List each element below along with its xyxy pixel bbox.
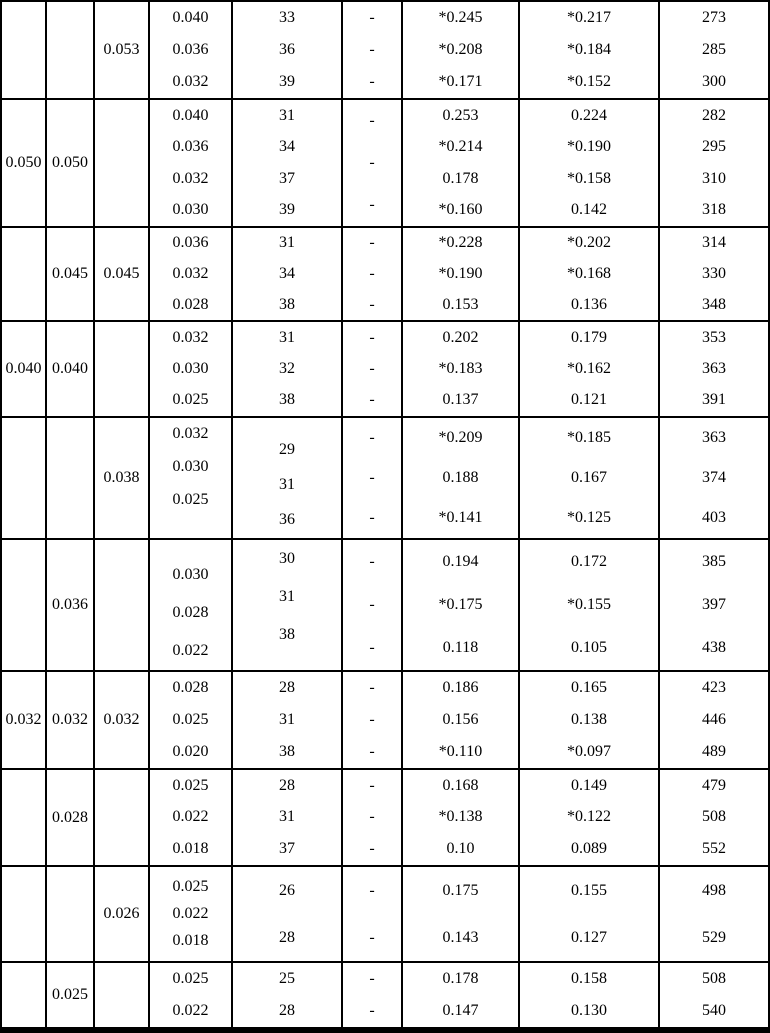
table-cell-c7-block-4 <box>403 418 520 538</box>
table-value: 31 <box>279 328 295 346</box>
table-value: 0.053 <box>103 41 140 58</box>
table-value: 0.032 <box>172 425 209 443</box>
table-cell-c6-block-4 <box>343 418 403 538</box>
table-cell-c3-block-9 <box>95 963 150 1027</box>
table-value: 0.028 <box>52 808 88 826</box>
table-value: 38 <box>279 743 295 760</box>
table-cell-c6-block-7 <box>343 770 403 865</box>
table-value: 0.036 <box>172 138 209 156</box>
table-block-7 <box>2 770 768 867</box>
table-value: 33 <box>279 9 295 26</box>
table-cell-c8-block-1 <box>520 100 660 226</box>
table-value: 0.10 <box>446 840 475 858</box>
table-value: 0.022 <box>172 904 209 922</box>
dash-mark: - <box>369 112 375 129</box>
table-cell-c1-block-7 <box>2 770 47 865</box>
table-cell-c2-block-9 <box>47 963 95 1027</box>
table-value: 0.202 <box>442 328 479 346</box>
table-value: 0.030 <box>172 359 209 377</box>
table-value: 0.143 <box>442 928 479 946</box>
table-value: 363 <box>702 359 726 377</box>
table-cell-c6-block-8 <box>343 867 403 961</box>
dash-mark: - <box>369 711 375 728</box>
table-cell-c5-block-8 <box>233 867 343 961</box>
table-value: 508 <box>702 970 726 987</box>
table-value: 438 <box>702 639 726 657</box>
table-value: 0.032 <box>172 328 209 346</box>
table-cell-c8-block-3 <box>520 322 660 416</box>
table-block-5 <box>2 540 768 672</box>
table-cell-c3-block-2 <box>95 228 150 320</box>
table-cell-c6-block-1 <box>343 100 403 226</box>
table-value: 0.121 <box>571 391 607 409</box>
dash-mark: - <box>369 9 375 26</box>
table-value: 0.028 <box>172 295 209 313</box>
dash-mark: - <box>369 881 375 899</box>
table-cell-c6-block-6 <box>343 672 403 768</box>
table-value: 0.020 <box>172 743 209 760</box>
table-value: 28 <box>279 928 295 946</box>
table-value: 285 <box>702 41 726 58</box>
table-value: *0.162 <box>567 359 611 377</box>
table-cell-c1-block-3 <box>2 322 47 416</box>
table-cell-c8-block-9 <box>520 963 660 1027</box>
dash-mark: - <box>369 73 375 90</box>
table-value: 353 <box>702 328 726 346</box>
table-value: 0.253 <box>442 106 479 124</box>
table-value: 28 <box>279 679 295 696</box>
table-value: 37 <box>279 840 295 858</box>
table-value: 37 <box>279 169 295 187</box>
table-value: 0.038 <box>103 469 140 486</box>
table-cell-c5-block-0 <box>233 2 343 98</box>
table-value: 310 <box>702 169 726 187</box>
table-value: 479 <box>702 776 726 794</box>
table-value: 31 <box>279 808 295 826</box>
table-cell-c5-block-5 <box>233 540 343 670</box>
table-value: 0.178 <box>442 970 479 987</box>
dash-mark: - <box>369 234 375 252</box>
table-block-1 <box>2 100 768 228</box>
table-block-6 <box>2 672 768 770</box>
table-cell-c1-block-5 <box>2 540 47 670</box>
table-cell-c6-block-3 <box>343 322 403 416</box>
table-cell-c7-block-0 <box>403 2 520 98</box>
table-cell-c7-block-2 <box>403 228 520 320</box>
table-value: 489 <box>702 743 726 760</box>
table-cell-c3-block-0 <box>95 2 150 98</box>
table-value: 0.050 <box>5 154 42 171</box>
table-value: 0.022 <box>172 642 209 659</box>
table-value: 0.186 <box>442 679 479 696</box>
table-cell-c1-block-9 <box>2 963 47 1027</box>
table-block-0 <box>2 2 768 100</box>
table-value: 0.036 <box>172 41 209 58</box>
table-cell-c4-block-7 <box>150 770 233 865</box>
table-cell-c6-block-2 <box>343 228 403 320</box>
table-value: 0.136 <box>571 295 607 313</box>
table-cell-c8-block-4 <box>520 418 660 538</box>
table-block-3 <box>2 322 768 418</box>
table-cell-c7-block-8 <box>403 867 520 961</box>
table-cell-c9-block-2 <box>660 228 768 320</box>
dash-mark: - <box>369 509 375 526</box>
dash-mark: - <box>369 469 375 486</box>
dash-mark: - <box>369 359 375 377</box>
table-cell-c2-block-1 <box>47 100 95 226</box>
table-value: 529 <box>702 928 726 946</box>
table-value: 0.050 <box>52 154 88 171</box>
table-value: 0.030 <box>172 201 209 219</box>
table-cell-c9-block-5 <box>660 540 768 670</box>
dash-mark: - <box>369 154 375 171</box>
table-cell-c1-block-4 <box>2 418 47 538</box>
dash-mark: - <box>369 196 375 213</box>
table-cell-c3-block-1 <box>95 100 150 226</box>
table-cell-c2-block-4 <box>47 418 95 538</box>
table-value: 38 <box>279 626 295 643</box>
table-value: 540 <box>702 1002 726 1019</box>
table-value: 39 <box>279 73 295 90</box>
table-value: 0.168 <box>442 776 479 794</box>
table-cell-c2-block-0 <box>47 2 95 98</box>
table-cell-c5-block-2 <box>233 228 343 320</box>
table-value: 0.127 <box>571 928 607 946</box>
dash-mark: - <box>369 776 375 794</box>
table-cell-c2-block-2 <box>47 228 95 320</box>
table-value: 0.030 <box>172 566 209 583</box>
table-value: 0.153 <box>442 295 479 313</box>
dash-mark: - <box>369 679 375 696</box>
table-value: 25 <box>279 970 295 987</box>
table-value: 273 <box>702 9 726 26</box>
table-value: 0.036 <box>52 596 88 613</box>
table-cell-c2-block-8 <box>47 867 95 961</box>
table-cell-c2-block-6 <box>47 672 95 768</box>
table-cell-c8-block-6 <box>520 672 660 768</box>
table-cell-c4-block-5 <box>150 540 233 670</box>
table-value: *0.110 <box>438 743 483 760</box>
table-cell-c9-block-9 <box>660 963 768 1027</box>
table-cell-c3-block-8 <box>95 867 150 961</box>
table-cell-c3-block-4 <box>95 418 150 538</box>
table-cell-c4-block-2 <box>150 228 233 320</box>
table-value: *0.184 <box>567 41 611 58</box>
table-value: 38 <box>279 295 295 313</box>
table-value: 0.172 <box>571 552 607 570</box>
table-value: 385 <box>702 552 726 570</box>
table-cell-c9-block-8 <box>660 867 768 961</box>
dash-mark: - <box>369 41 375 58</box>
table-value: 403 <box>702 509 726 526</box>
table-value: 0.165 <box>571 679 607 696</box>
table-value: 0.022 <box>172 808 209 826</box>
dash-mark: - <box>369 808 375 826</box>
table-value: 31 <box>279 711 295 728</box>
table-value: 31 <box>279 475 295 493</box>
table-value: 31 <box>279 106 295 124</box>
table-cell-c3-block-5 <box>95 540 150 670</box>
table-value: 446 <box>702 711 726 728</box>
table-value: 0.175 <box>442 881 479 899</box>
table-value: *0.141 <box>438 509 483 526</box>
table-cell-c9-block-1 <box>660 100 768 226</box>
table-value: 552 <box>702 840 726 858</box>
table-value: 0.030 <box>172 457 209 475</box>
table-value: 36 <box>279 511 295 529</box>
table-value: 0.118 <box>442 639 479 657</box>
table-cell-c7-block-9 <box>403 963 520 1027</box>
table-value: 0.025 <box>172 711 209 728</box>
table-value: 0.188 <box>442 469 479 486</box>
table-value: 0.032 <box>5 711 42 728</box>
table-cell-c1-block-1 <box>2 100 47 226</box>
table-block-2 <box>2 228 768 322</box>
dash-mark: - <box>369 743 375 760</box>
table-cell-c6-block-5 <box>343 540 403 670</box>
dash-mark: - <box>369 1002 375 1019</box>
table-value: 300 <box>702 73 726 90</box>
table-value: *0.190 <box>438 264 483 282</box>
table-value: 0.040 <box>172 9 209 26</box>
table-value: 0.045 <box>52 265 88 282</box>
table-value: 32 <box>279 359 295 377</box>
table-value: 0.224 <box>571 106 607 124</box>
table-value: 0.022 <box>172 1002 209 1019</box>
table-value: 0.138 <box>571 711 607 728</box>
table-value: 0.025 <box>172 776 209 794</box>
table-value: 282 <box>702 106 726 124</box>
table-cell-c5-block-9 <box>233 963 343 1027</box>
table-value: *0.168 <box>567 264 611 282</box>
table-value: 0.089 <box>571 840 607 858</box>
table-cell-c2-block-5 <box>47 540 95 670</box>
dash-mark: - <box>369 552 375 570</box>
table-cell-c1-block-0 <box>2 2 47 98</box>
table-value: *0.155 <box>567 595 611 613</box>
table-value: 374 <box>702 469 726 486</box>
table-cell-c9-block-0 <box>660 2 768 98</box>
table-cell-c3-block-6 <box>95 672 150 768</box>
table-value: *0.171 <box>438 73 483 90</box>
table-value: 0.032 <box>103 711 140 728</box>
table-value: 0.130 <box>571 1002 607 1019</box>
dash-mark: - <box>369 328 375 346</box>
table-value: 508 <box>702 808 726 826</box>
table-value: 34 <box>279 138 295 156</box>
table-value: 0.149 <box>571 776 607 794</box>
table-cell-c4-block-8 <box>150 867 233 961</box>
table-value: *0.097 <box>567 743 611 760</box>
dash-mark: - <box>369 595 375 613</box>
table-value: *0.208 <box>438 41 483 58</box>
table-cell-c4-block-6 <box>150 672 233 768</box>
table-value: 28 <box>279 1002 295 1019</box>
table-value: 31 <box>279 234 295 252</box>
table-value: 30 <box>279 550 295 567</box>
table-block-9 <box>2 963 768 1027</box>
table-value: 330 <box>702 264 726 282</box>
table-cell-c7-block-5 <box>403 540 520 670</box>
table-value: 314 <box>702 234 726 252</box>
table-value: *0.209 <box>438 429 483 446</box>
table-cell-c9-block-7 <box>660 770 768 865</box>
table-value: 391 <box>702 391 726 409</box>
table-cell-c7-block-6 <box>403 672 520 768</box>
table-cell-c7-block-1 <box>403 100 520 226</box>
table-cell-c6-block-9 <box>343 963 403 1027</box>
table-cell-c8-block-7 <box>520 770 660 865</box>
table-value: *0.214 <box>438 138 483 156</box>
table-value: 31 <box>279 588 295 605</box>
table-value: 0.025 <box>52 986 88 1003</box>
table-cell-c4-block-4 <box>150 418 233 538</box>
table-value: *0.185 <box>567 429 611 446</box>
table-value: 26 <box>279 881 295 899</box>
table-cell-c1-block-8 <box>2 867 47 961</box>
table-value: 0.025 <box>172 490 209 508</box>
table-value: 0.147 <box>442 1002 479 1019</box>
table-value: *0.183 <box>438 359 483 377</box>
table-value: 397 <box>702 595 726 613</box>
dash-mark: - <box>369 264 375 282</box>
table-value: *0.245 <box>438 9 483 26</box>
table-value: 0.137 <box>442 391 479 409</box>
table-cell-c1-block-6 <box>2 672 47 768</box>
table-cell-c2-block-3 <box>47 322 95 416</box>
table-value: 0.032 <box>172 73 209 90</box>
table-value: 0.025 <box>172 970 209 987</box>
table-cell-c2-block-7 <box>47 770 95 865</box>
table-value: 0.194 <box>442 552 479 570</box>
dash-mark: - <box>369 639 375 657</box>
dash-mark: - <box>369 970 375 987</box>
table-value: *0.217 <box>567 9 611 26</box>
table-value: 36 <box>279 41 295 58</box>
table-value: *0.138 <box>438 808 483 826</box>
table-cell-c9-block-4 <box>660 418 768 538</box>
dash-mark: - <box>369 295 375 313</box>
table-cell-c7-block-3 <box>403 322 520 416</box>
table-cell-c4-block-0 <box>150 2 233 98</box>
table-cell-c4-block-1 <box>150 100 233 226</box>
table-cell-c3-block-7 <box>95 770 150 865</box>
table-block-8 <box>2 867 768 963</box>
table-cell-c4-block-3 <box>150 322 233 416</box>
table-value: 0.025 <box>172 877 209 895</box>
table-value: 0.032 <box>52 711 88 728</box>
table-value: *0.152 <box>567 73 611 90</box>
table-cell-c8-block-8 <box>520 867 660 961</box>
table-value: *0.190 <box>567 138 611 156</box>
table-cell-c8-block-5 <box>520 540 660 670</box>
dash-mark: - <box>369 840 375 858</box>
table-value: 0.167 <box>571 469 607 486</box>
table-cell-c8-block-2 <box>520 228 660 320</box>
table-value: 0.018 <box>172 932 209 950</box>
table-value: 34 <box>279 264 295 282</box>
table-value: 0.179 <box>571 328 607 346</box>
table-cell-c5-block-1 <box>233 100 343 226</box>
table-value: 0.105 <box>571 639 607 657</box>
table-value: 0.025 <box>172 391 209 409</box>
table-value: 38 <box>279 391 295 409</box>
table-value: *0.228 <box>438 234 483 252</box>
table-value: 0.040 <box>52 360 88 377</box>
table-value: 318 <box>702 201 726 219</box>
table-cell-c5-block-7 <box>233 770 343 865</box>
table-value: 0.142 <box>571 201 607 219</box>
table-value: *0.202 <box>567 234 611 252</box>
table-value: 423 <box>702 679 726 696</box>
dash-mark: - <box>369 429 375 446</box>
table-value: *0.175 <box>438 595 483 613</box>
table-cell-c1-block-2 <box>2 228 47 320</box>
table-cell-c8-block-0 <box>520 2 660 98</box>
table-cell-c5-block-3 <box>233 322 343 416</box>
table-value: 0.158 <box>571 970 607 987</box>
table-value: *0.158 <box>567 169 611 187</box>
table-value: 0.036 <box>172 234 209 252</box>
table-value: 39 <box>279 201 295 219</box>
table-cell-c9-block-3 <box>660 322 768 416</box>
table-value: 0.026 <box>103 905 140 922</box>
table-value: 498 <box>702 881 726 899</box>
table-cell-c6-block-0 <box>343 2 403 98</box>
table-value: 363 <box>702 429 726 446</box>
table-value: 0.155 <box>571 881 607 899</box>
dash-mark: - <box>369 391 375 409</box>
dash-mark: - <box>369 928 375 946</box>
table-value: 348 <box>702 295 726 313</box>
table-cell-c7-block-7 <box>403 770 520 865</box>
table-value: 0.032 <box>172 169 209 187</box>
table-value: 0.032 <box>172 264 209 282</box>
table-value: 0.156 <box>442 711 479 728</box>
table-value: 29 <box>279 440 295 458</box>
table-value: *0.160 <box>438 201 483 219</box>
table-cell-c4-block-9 <box>150 963 233 1027</box>
table-value: *0.122 <box>567 808 611 826</box>
table-block-4 <box>2 418 768 540</box>
table-value: 0.028 <box>172 679 209 696</box>
table-value: 0.045 <box>103 265 140 282</box>
table-value: 0.018 <box>172 840 209 858</box>
table-cell-c9-block-6 <box>660 672 768 768</box>
table-value: 295 <box>702 138 726 156</box>
table-cell-c3-block-3 <box>95 322 150 416</box>
table-value: 0.178 <box>442 169 479 187</box>
table-value: 0.040 <box>172 106 209 124</box>
table-value: 0.028 <box>172 604 209 621</box>
table-cell-c5-block-4 <box>233 418 343 538</box>
table-value: 0.040 <box>5 360 42 377</box>
table-value: *0.125 <box>567 509 611 526</box>
table-cell-c5-block-6 <box>233 672 343 768</box>
table-value: 28 <box>279 776 295 794</box>
